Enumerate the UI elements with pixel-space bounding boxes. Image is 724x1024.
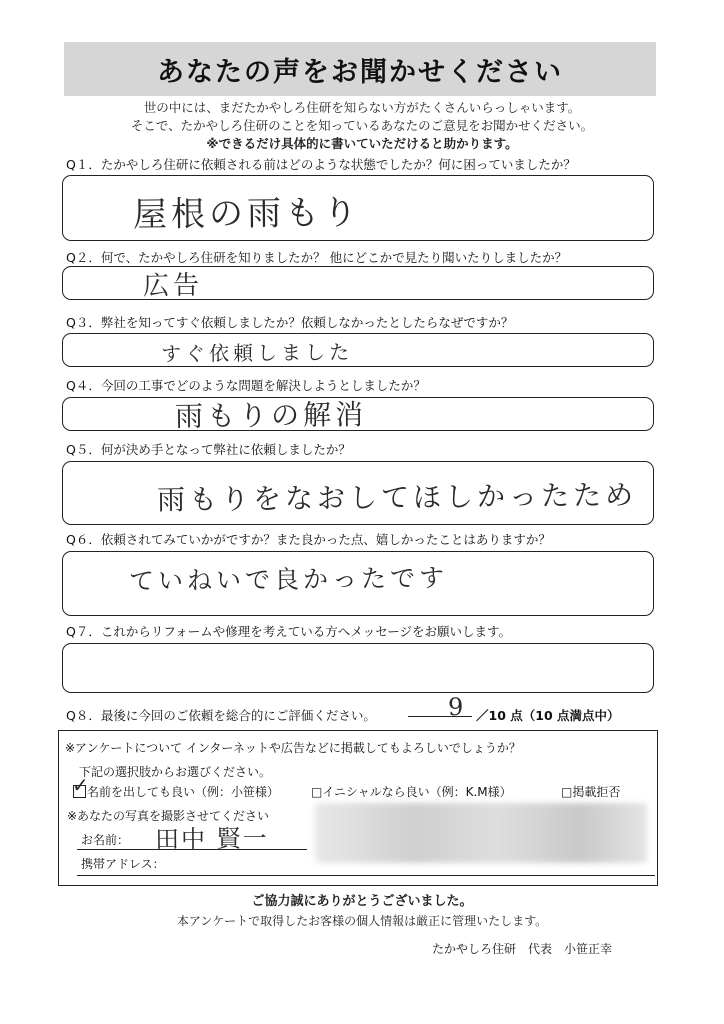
question-7-label: Q７．これからリフォームや修理を考えている方へメッセージをお願いします。 (66, 624, 511, 639)
question-6-label: Q６．依頼されてみていかがですか？また良かった点、嬉しかったことはありますか？ (66, 532, 551, 547)
intro-line-1: 世の中には、まだたかやしろ住研を知らない方がたくさんいらっしゃいます。 (143, 100, 581, 115)
thanks-message: ご協力誠にありがとうございました。 (251, 894, 473, 909)
mobile-label: 携帯アドレス： (81, 857, 165, 871)
rating-label: Q８．最後に今回のご依頼を総合的にご評価ください。 (66, 708, 376, 723)
rating-score[interactable]: 9 (447, 692, 464, 722)
intro-note: ※できるだけ具体的に書いていただけると助かります。 (206, 136, 518, 151)
survey-consent-box (58, 730, 658, 886)
question-2-label: Q２．何で、たかやしろ住研を知りましたか？ 他にどこかで見たり聞いたりしましたか？ (66, 250, 568, 265)
rating-suffix: ／10 点（10 点満点中） (476, 708, 620, 723)
signature: たかやしろ住研 代表 小笹正幸 (432, 942, 613, 956)
answer-4-text: 雨もりの解消 (174, 397, 368, 434)
question-4-label: Q４．今回の工事でどのような問題を解決しようとしましたか？ (66, 378, 426, 393)
answer-box-1[interactable] (62, 175, 654, 241)
answer-box-3[interactable] (62, 333, 654, 367)
answer-3-text: すぐ依頼しました (160, 339, 354, 367)
answer-2-text: 広告 (142, 270, 204, 302)
mobile-underline (77, 875, 655, 876)
name-underline (77, 849, 307, 850)
page-title: あなたの声をお聞かせください (64, 42, 656, 96)
privacy-note: 本アンケートで取得したお客様の個人情報は厳正に管理いたします。 (176, 914, 548, 928)
question-3-label: Q３．弊社を知ってすぐ依頼しましたか？依頼しなかったとしたらなぜですか？ (66, 315, 514, 330)
question-5-label: Q５．何が決め手となって弊社に依頼しましたか？ (66, 442, 351, 457)
answer-box-2[interactable] (62, 266, 654, 300)
survey-heading: ※アンケートについて インターネットや広告などに掲載してもよろしいでしょうか？ (65, 741, 521, 755)
question-1-label: Q１．たかやしろ住研に依頼される前はどのような状態でしたか？何に困っていましたか？ (66, 157, 576, 172)
redacted-photo-area (315, 803, 647, 863)
option-initials-ok[interactable]: □イニシャルなら良い（例：K.M様） (311, 785, 512, 799)
answer-6-text: ていねいで良かったです (128, 563, 449, 596)
answer-5-text: 雨もりをなおしてほしかったため (156, 478, 638, 517)
intro-line-2: そこで、たかやしろ住研のことを知っているあなたのご意見をお聞かせください。 (130, 118, 594, 133)
answer-box-4[interactable] (62, 397, 654, 434)
answer-box-7[interactable] (62, 643, 654, 693)
answer-1-text: 屋根の雨もり (132, 192, 362, 236)
name-label: お名前： (81, 833, 130, 847)
photo-note: ※あなたの写真を撮影させてください (67, 809, 270, 823)
survey-instruction: 下記の選択肢からお選びください。 (79, 765, 272, 779)
option-name-ok-label: 名前を出しても良い（例：小笹様） (87, 785, 280, 799)
answer-box-5[interactable] (62, 461, 654, 525)
option-decline[interactable]: □掲載拒否 (561, 785, 621, 799)
check-mark-icon: ✓ (71, 772, 89, 798)
answer-box-6[interactable] (62, 551, 654, 616)
name-value[interactable]: 田中 賢一 (154, 824, 269, 854)
